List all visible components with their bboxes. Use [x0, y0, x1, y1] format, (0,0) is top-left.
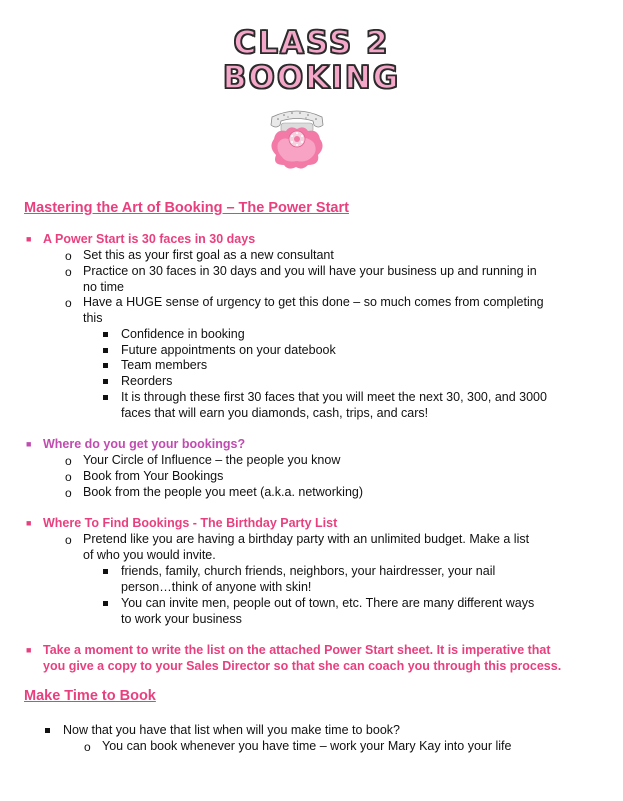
square-bullet-icon: [103, 601, 108, 606]
birthday-item-line-1: Pretend like you are having a birthday party with an unlimited budget. Make a list: [83, 532, 530, 546]
power-start-item-2-cont: no time: [83, 280, 124, 294]
make-time-subitem: You can book whenever you have time – work your Mary Kay into your life: [102, 739, 512, 753]
where-bookings-item-1: Your Circle of Influence – the people you know: [83, 453, 341, 467]
circle-bullet-icon: o: [65, 454, 72, 468]
power-start-subitem-4: Reorders: [121, 374, 173, 388]
circle-bullet-icon: o: [65, 533, 72, 547]
circle-bullet-icon: o: [84, 740, 91, 754]
circle-bullet-icon: o: [65, 486, 72, 500]
square-bullet-icon: [103, 395, 108, 400]
take-moment-line-1: Take a moment to write the list on the attached Power Start sheet. It is imperative that: [43, 643, 551, 657]
title-line-1: CLASS 2: [233, 25, 390, 61]
circle-bullet-icon: o: [65, 470, 72, 484]
where-bookings-item-3: Book from the people you meet (a.k.a. networking): [83, 485, 364, 499]
square-bullet-icon: [103, 569, 108, 574]
bullet-icon: ■: [26, 439, 32, 449]
birthday-list-label: Where To Find Bookings - The Birthday Party List: [43, 516, 338, 530]
bullet-icon: ■: [26, 234, 32, 244]
power-start-item-3: Have a HUGE sense of urgency to get this done – so much comes from completing: [83, 295, 544, 309]
make-time-item: Now that you have that list when will you make time to book?: [63, 723, 400, 737]
title-line-2: BOOKING: [222, 60, 401, 96]
power-start-subitem-1: Confidence in booking: [121, 327, 245, 341]
section-heading-make-time: Make Time to Book: [24, 688, 156, 704]
birthday-subitem-1: friends, family, church friends, neighbors, your hairdresser, your nail: [121, 564, 496, 578]
birthday-subitem-2: You can invite men, people out of town, etc. There are many different ways: [121, 596, 535, 610]
power-start-label: A Power Start is 30 faces in 30 days: [43, 232, 256, 246]
square-bullet-icon: [103, 348, 108, 353]
birthday-subitem-1-cont: person…think of anyone with skin!: [121, 580, 312, 594]
birthday-subitem-2-cont: to work your business: [121, 612, 242, 626]
circle-bullet-icon: o: [65, 265, 72, 279]
power-start-subitem-5-cont: faces that will earn you diamonds, cash, trips, and cars!: [121, 406, 429, 420]
where-bookings-item-2: Book from Your Bookings: [83, 469, 224, 483]
take-moment-line-2: you give a copy to your Sales Director so that she can coach you through this process.: [43, 659, 562, 673]
section-heading-power-start: Mastering the Art of Booking – The Power Start: [24, 200, 349, 216]
pink-telephone-image: [266, 103, 328, 173]
power-start-subitem-2: Future appointments on your datebook: [121, 343, 336, 357]
bullet-icon: ■: [26, 518, 32, 528]
power-start-subitem-5: It is through these first 30 faces that you will meet the next 30, 300, and 3000: [121, 390, 547, 404]
power-start-item-3-cont: this: [83, 311, 103, 325]
circle-bullet-icon: o: [65, 249, 72, 263]
power-start-item-2: Practice on 30 faces in 30 days and you will have your business up and running in: [83, 264, 537, 278]
square-bullet-icon: [103, 332, 108, 337]
square-bullet-icon: [103, 363, 108, 368]
power-start-subitem-3: Team members: [121, 358, 208, 372]
square-bullet-icon: [45, 728, 50, 733]
circle-bullet-icon: o: [65, 296, 72, 310]
bullet-icon: ■: [26, 645, 32, 655]
power-start-item-1: Set this as your first goal as a new consultant: [83, 248, 334, 262]
square-bullet-icon: [103, 379, 108, 384]
where-bookings-label: Where do you get your bookings?: [43, 437, 246, 451]
birthday-item-line-2: of who you would invite.: [83, 548, 216, 562]
